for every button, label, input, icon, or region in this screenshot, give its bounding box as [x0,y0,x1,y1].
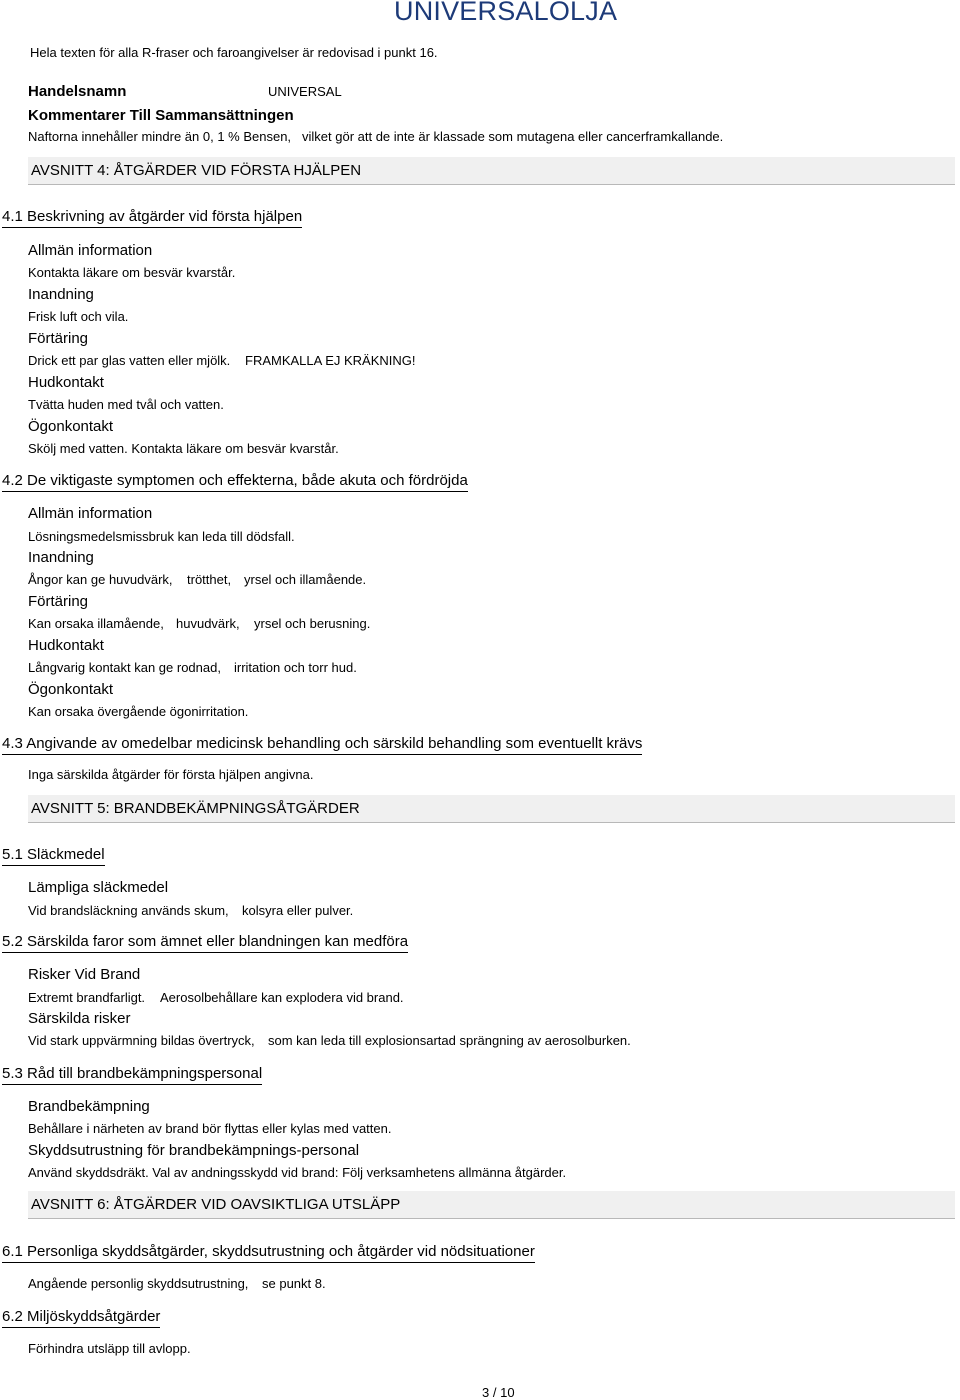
s41-ingestion-text-2: FRAMKALLA EJ KRÄKNING! [245,353,416,368]
s41-inhalation-text: Frisk luft och vila. [28,309,129,324]
page-separator: / [492,1385,497,1400]
section-5-title: AVSNITT 5: BRANDBEKÄMPNINGSÅTGÄRDER [31,800,360,817]
s41-skin-text: Tvätta huden med tvål och vatten. [28,397,224,412]
section-4-header [28,157,955,185]
s42-ingestion-text-3: yrsel och berusning. [254,616,371,631]
s42-eye-text: Kan orsaka övergående ögonirritation. [28,704,249,719]
s53-fight-text: Behållare i närheten av brand bör flyttas eller kylas med vatten. [28,1121,392,1136]
s52-special-text-1: Vid stark uppvärmning bildas övertryck, [28,1033,255,1048]
s62-text: Förhindra utsläpp till avlopp. [28,1341,191,1356]
s42-skin-text-1: Långvarig kontakt kan ge rodnad, [28,660,221,675]
s53-fight-label: Brandbekämpning [28,1098,150,1115]
page-number [482,1385,515,1400]
s42-ingestion-text-2: huvudvärk, [176,616,240,631]
s53-protect-text: Använd skyddsdräkt. Val av andningsskydd vid brand: Följ verksamhetens allmänna åtgärder. [28,1165,567,1180]
s52-risk-text-2: Aerosolbehållare kan explodera vid brand. [160,990,404,1005]
subsection-5-2-title: 5.2 Särskilda faror som ämnet eller blandningen kan medföra [2,933,408,953]
subsection-4-1-title: 4.1 Beskrivning av åtgärder vid första hjälpen [2,208,302,228]
page-current: 3 [482,1385,490,1400]
s41-general-label: Allmän information [28,242,153,259]
comments-label: Kommentarer Till Sammansättningen [28,107,294,124]
s41-eye-text: Skölj med vatten. Kontakta läkare om besvär kvarstår. [28,441,339,456]
section-6-header [28,1191,955,1219]
product-value: UNIVERSAL [268,84,342,99]
s42-ingestion-label: Förtäring [28,593,89,610]
s42-inhalation-label: Inandning [28,549,94,566]
section-6-title: AVSNITT 6: ÅTGÄRDER VID OAVSIKTLIGA UTSLÄPP [31,1196,401,1213]
s42-inhalation-text-3: yrsel och illamående. [244,572,367,587]
s42-ingestion-text-1: Kan orsaka illamående, [28,616,164,631]
s42-inhalation-text-1: Ångor kan ge huvudvärk, [28,572,173,587]
s51-text-2: kolsyra eller pulver. [242,903,354,918]
r-phrases-note: Hela texten för alla R-fraser och faroangivelser är redovisad i punkt 16. [30,45,438,60]
s41-inhalation-label: Inandning [28,286,94,303]
s43-text: Inga särskilda åtgärder för första hjälpen angivna. [28,767,314,782]
section-5-header [28,795,955,823]
s52-risk-text-1: Extremt brandfarligt. [28,990,146,1005]
s51-text-1: Vid brandsläckning används skum, [28,903,229,918]
s42-skin-label: Hudkontakt [28,637,104,654]
s42-eye-label: Ögonkontakt [28,681,114,698]
document-title: UNIVERSALOLJA [394,0,618,26]
s42-general-text: Lösningsmedelsmissbruk kan leda till dödsfall. [28,529,295,544]
product-label: Handelsnamn [28,83,127,100]
comments-text-2: vilket gör att de inte är klassade som mutagena eller cancerframkallande. [302,129,724,144]
s42-inhalation-text-2: trötthet, [187,572,232,587]
s41-skin-label: Hudkontakt [28,374,104,391]
s42-skin-text-2: irritation och torr hud. [234,660,357,675]
section-4-title: AVSNITT 4: ÅTGÄRDER VID FÖRSTA HJÄLPEN [31,162,362,179]
s61-text-2: se punkt 8. [262,1276,326,1291]
s51-label: Lämpliga släckmedel [28,879,169,896]
s52-special-label: Särskilda risker [28,1010,131,1027]
s53-protect-label: Skyddsutrustning för brandbekämpnings-personal [28,1142,360,1159]
comments-text-1: Naftorna innehåller mindre än 0, 1 % Bensen, [28,129,292,144]
s41-eye-label: Ögonkontakt [28,418,114,435]
s61-text-1: Angående personlig skyddsutrustning, [28,1276,249,1291]
s42-general-label: Allmän information [28,505,153,522]
subsection-6-1-title: 6.1 Personliga skyddsåtgärder, skyddsutrustning och åtgärder vid nödsituationer [2,1243,535,1263]
subsection-4-2-title: 4.2 De viktigaste symptomen och effekterna, både akuta och fördröjda [2,472,468,492]
s41-ingestion-label: Förtäring [28,330,89,347]
page-total: 10 [500,1385,515,1400]
subsection-6-2-title: 6.2 Miljöskyddsåtgärder [2,1308,160,1328]
s41-general-text: Kontakta läkare om besvär kvarstår. [28,265,236,280]
s52-risk-label: Risker Vid Brand [28,966,141,983]
subsection-5-3-title: 5.3 Råd till brandbekämpningspersonal [2,1065,262,1085]
subsection-5-1-title: 5.1 Släckmedel [2,846,105,866]
s52-special-text-2: som kan leda till explosionsartad sprängning av aerosolburken. [268,1033,631,1048]
subsection-4-3-title: 4.3 Angivande av omedelbar medicinsk behandling och särskild behandling som eventuellt krävs [2,735,642,755]
s41-ingestion-text-1: Drick ett par glas vatten eller mjölk. [28,353,231,368]
